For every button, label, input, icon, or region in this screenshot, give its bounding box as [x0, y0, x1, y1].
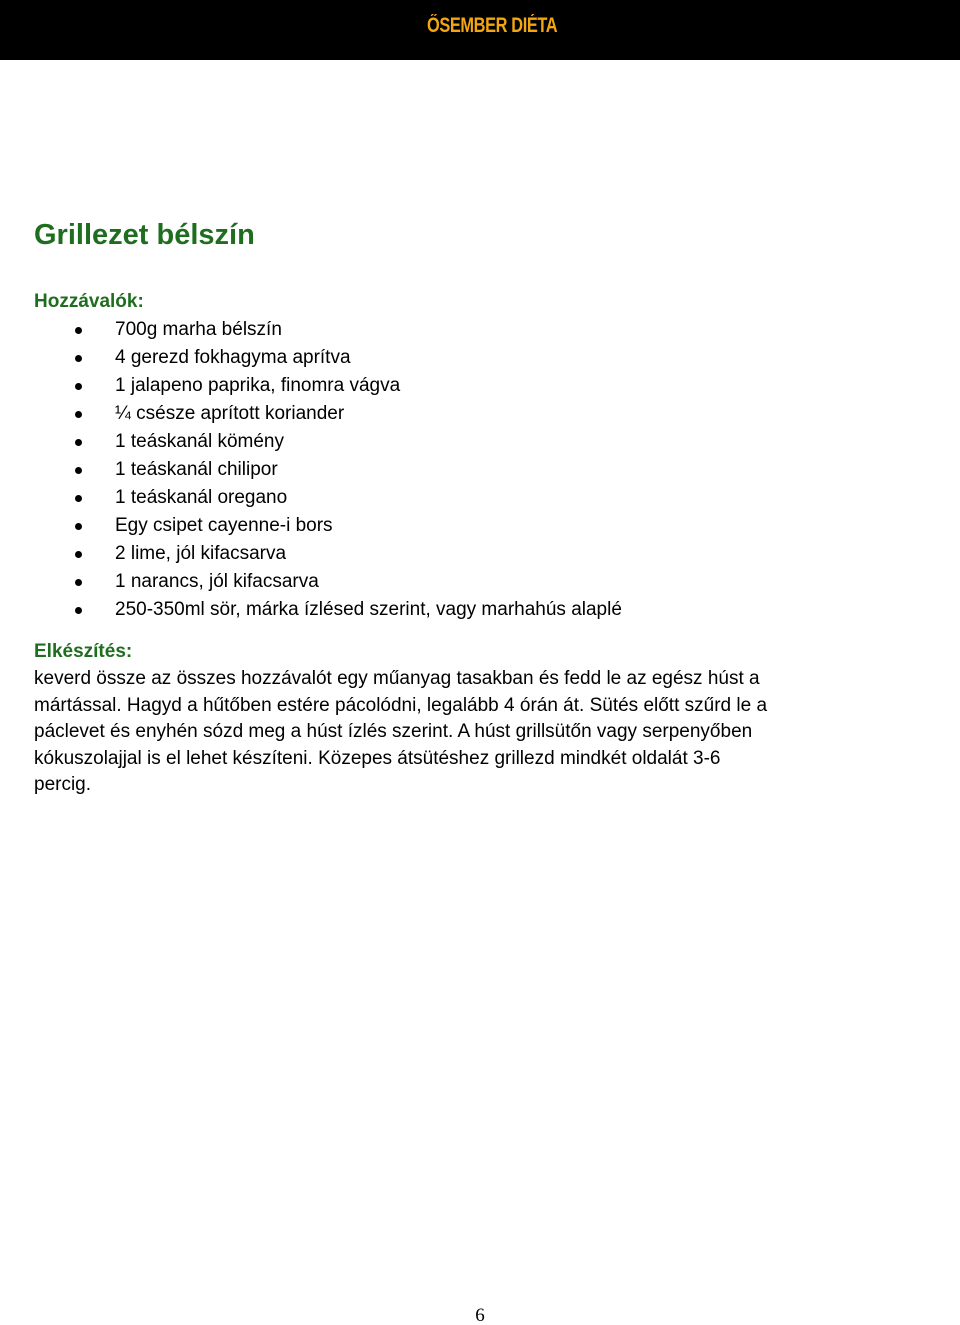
preparation-text [34, 666, 924, 799]
ingredient-text: 700g marha bélszín [115, 319, 282, 340]
bullet-icon [75, 439, 82, 446]
ingredients-heading: Hozzávalók: [34, 291, 144, 312]
bullet-icon [75, 467, 82, 474]
bullet-icon [75, 579, 82, 586]
ingredient-text: Egy csipet cayenne-i bors [115, 515, 333, 536]
recipe-content [34, 214, 924, 799]
bullet-icon [75, 607, 82, 614]
preparation-line: keverd össze az összes hozzávalót egy műanyag tasakban és fedd le az egész húst a [34, 668, 760, 689]
bullet-icon [75, 495, 82, 502]
ingredient-text: 250-350ml sör, márka ízlésed szerint, vagy marhahús alaplé [115, 599, 622, 620]
ingredient-text: 1 teáskanál oregano [115, 487, 288, 508]
preparation-heading: Elkészítés: [34, 641, 133, 662]
page-title: Grillezet bélszín [34, 219, 255, 251]
ingredients-list [34, 316, 924, 624]
ingredient-text: ¼ csésze aprított koriander [115, 403, 345, 424]
list-item [34, 344, 924, 372]
list-item [34, 540, 924, 568]
list-item [34, 400, 924, 428]
preparation-line: páclevet és enyhén sózd meg a húst ízlés szerint. A húst grillsütőn vagy serpenyőben [34, 721, 753, 742]
ingredient-text: 4 gerezd fokhagyma aprítva [115, 347, 351, 368]
list-item [34, 456, 924, 484]
bullet-icon [75, 327, 82, 334]
ingredient-text: 2 lime, jól kifacsarva [115, 543, 287, 564]
bullet-icon [75, 523, 82, 530]
ingredient-text: 1 teáskanál kömény [115, 431, 284, 452]
preparation-line: percig. [34, 774, 92, 795]
preparation-line: mártással. Hagyd a hűtőben estére pácolódni, legalább 4 órán át. Sütés előtt szűrd le a [34, 694, 768, 716]
ingredient-text: 1 jalapeno paprika, finomra vágva [115, 375, 401, 396]
bullet-icon [75, 355, 82, 362]
page-number: 6 [475, 1305, 485, 1325]
bullet-icon [75, 551, 82, 558]
list-item [34, 484, 924, 512]
preparation-line: kókuszolajjal is el lehet készíteni. Közepes átsütéshez grillezd mindkét oldalát 3-6 [34, 747, 721, 769]
bullet-icon [75, 383, 82, 390]
list-item [34, 372, 924, 400]
list-item [34, 568, 924, 596]
list-item [34, 596, 924, 624]
list-item [34, 512, 924, 540]
ingredient-text: 1 teáskanál chilipor [115, 459, 278, 480]
header-bar [0, 0, 960, 60]
list-item [34, 316, 924, 344]
brand-logo: ŐSEMBER DIÉTA [427, 14, 558, 37]
list-item [34, 428, 924, 456]
bullet-icon [75, 411, 82, 418]
ingredient-text: 1 narancs, jól kifacsarva [115, 571, 319, 592]
